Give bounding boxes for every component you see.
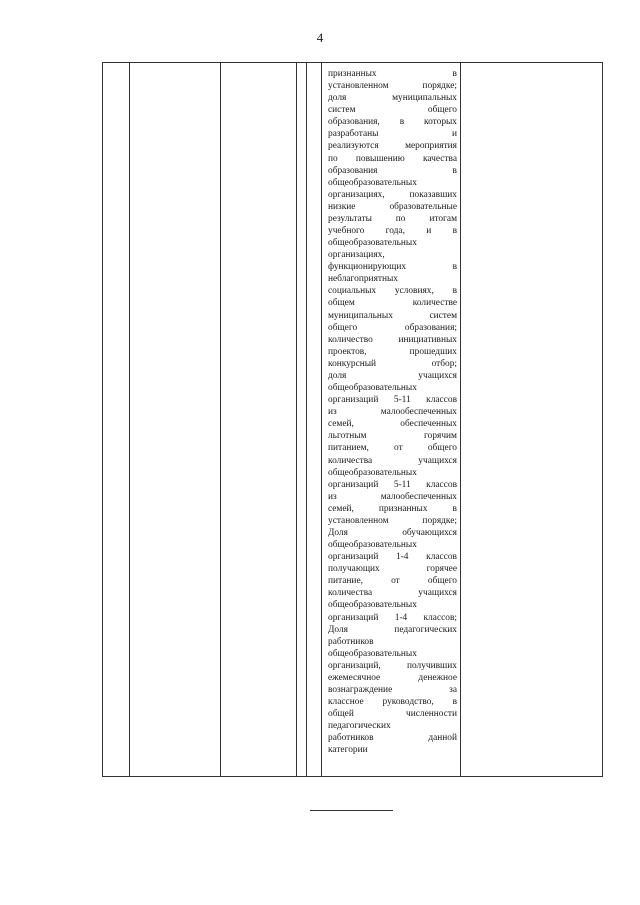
indicator-text-line: доля учащихся [328, 370, 457, 381]
indicator-text-line: разработаны и [328, 129, 457, 140]
indicator-text-line: по повышению качества [328, 153, 457, 164]
indicator-text-line: из малообеспеченных [328, 407, 457, 418]
indicator-text-line: низкие образовательные [328, 201, 457, 212]
indicator-text-line: общего образования; [328, 322, 457, 333]
indicator-text-line: учебного года, и в [328, 226, 457, 237]
indicator-text-line: льготным горячим [328, 431, 457, 442]
indicator-text-line: общеобразовательных [328, 238, 417, 249]
indicator-text-line: семей, обеспеченных [328, 419, 457, 430]
column-divider [321, 63, 322, 776]
indicator-text-line: проектов, прошедших [328, 346, 457, 357]
indicator-text-line: количества учащихся [328, 588, 457, 599]
indicator-text-line: семей, признанных в [328, 503, 457, 514]
indicator-text-line: общеобразовательных [328, 177, 417, 188]
indicator-text-line: доля муниципальных [328, 93, 457, 104]
indicator-text-line: реализуются мероприятия [328, 141, 457, 152]
indicator-text-line: педагогических [328, 721, 391, 732]
column-divider [460, 63, 461, 776]
indicator-text-line: общеобразовательных [328, 648, 417, 659]
indicator-text-line: социальных условиях, в [328, 286, 457, 297]
column-divider [220, 63, 221, 776]
indicator-text-line: признанных в [328, 69, 457, 79]
indicator-text-line: конкурсный отбор; [328, 358, 457, 369]
indicator-text-line: получающих горячее [328, 564, 457, 575]
indicator-text-line: общей численности [328, 709, 457, 720]
indicator-text-line: вознаграждение за [328, 684, 457, 695]
indicator-text-line: муниципальных систем [328, 310, 457, 321]
indicator-text-line: образования в [328, 165, 457, 176]
indicator-text-line: организаций 1-4 классов; [328, 612, 457, 623]
indicator-text-line: образования, в которых [328, 117, 457, 128]
indicator-text-line: работников [328, 636, 374, 647]
indicator-cell [328, 68, 457, 756]
indicator-text-line: общеобразовательных [328, 467, 417, 478]
indicator-text-line: установленном порядке; [328, 81, 457, 92]
indicator-text-line: систем общего [328, 105, 457, 116]
indicator-text-line: работников данной [328, 733, 457, 744]
indicator-text-line: ежемесячное денежное [328, 672, 457, 683]
indicator-text-line: функционирующих в [328, 262, 457, 273]
indicator-text-line: Доля обучающихся [328, 527, 457, 538]
indicator-text-line: количество инициативных [328, 334, 457, 345]
indicator-text-line: организациях, [328, 250, 385, 261]
indicator-text-line: общеобразовательных [328, 600, 417, 611]
indicator-text-line: организаций, получивших [328, 660, 457, 671]
indicator-text-line: общеобразовательных [328, 383, 417, 394]
indicator-text-line: категории [328, 745, 368, 756]
indicator-text-line: неблагоприятных [328, 274, 398, 285]
indicator-text-line: общем количестве [328, 298, 457, 309]
indicator-text-line: Доля педагогических [328, 624, 457, 635]
document-table [102, 62, 603, 777]
indicator-text-line: классное руководство, в [328, 697, 457, 708]
indicator-text-line: организаций 1-4 классов [328, 552, 457, 563]
indicator-text-line: питание, от общего [328, 576, 457, 587]
indicator-text-line: питанием, от общего [328, 443, 457, 454]
page-number: 4 [316, 30, 324, 45]
column-divider [306, 63, 307, 776]
indicator-text-line: общеобразовательных [328, 540, 417, 551]
indicator-text-line: установленном порядке; [328, 515, 457, 526]
indicator-text-line: количества учащихся [328, 455, 457, 466]
column-divider [296, 63, 297, 776]
indicator-text-line: организаций 5-11 классов [328, 479, 457, 490]
indicator-text-line: организациях, показавших [328, 189, 457, 200]
end-of-document-rule [310, 810, 393, 811]
indicator-text-line: организаций 5-11 классов [328, 395, 457, 406]
indicator-text-line: из малообеспеченных [328, 491, 457, 502]
column-divider [129, 63, 130, 776]
indicator-text-line: результаты по итогам [328, 213, 457, 224]
